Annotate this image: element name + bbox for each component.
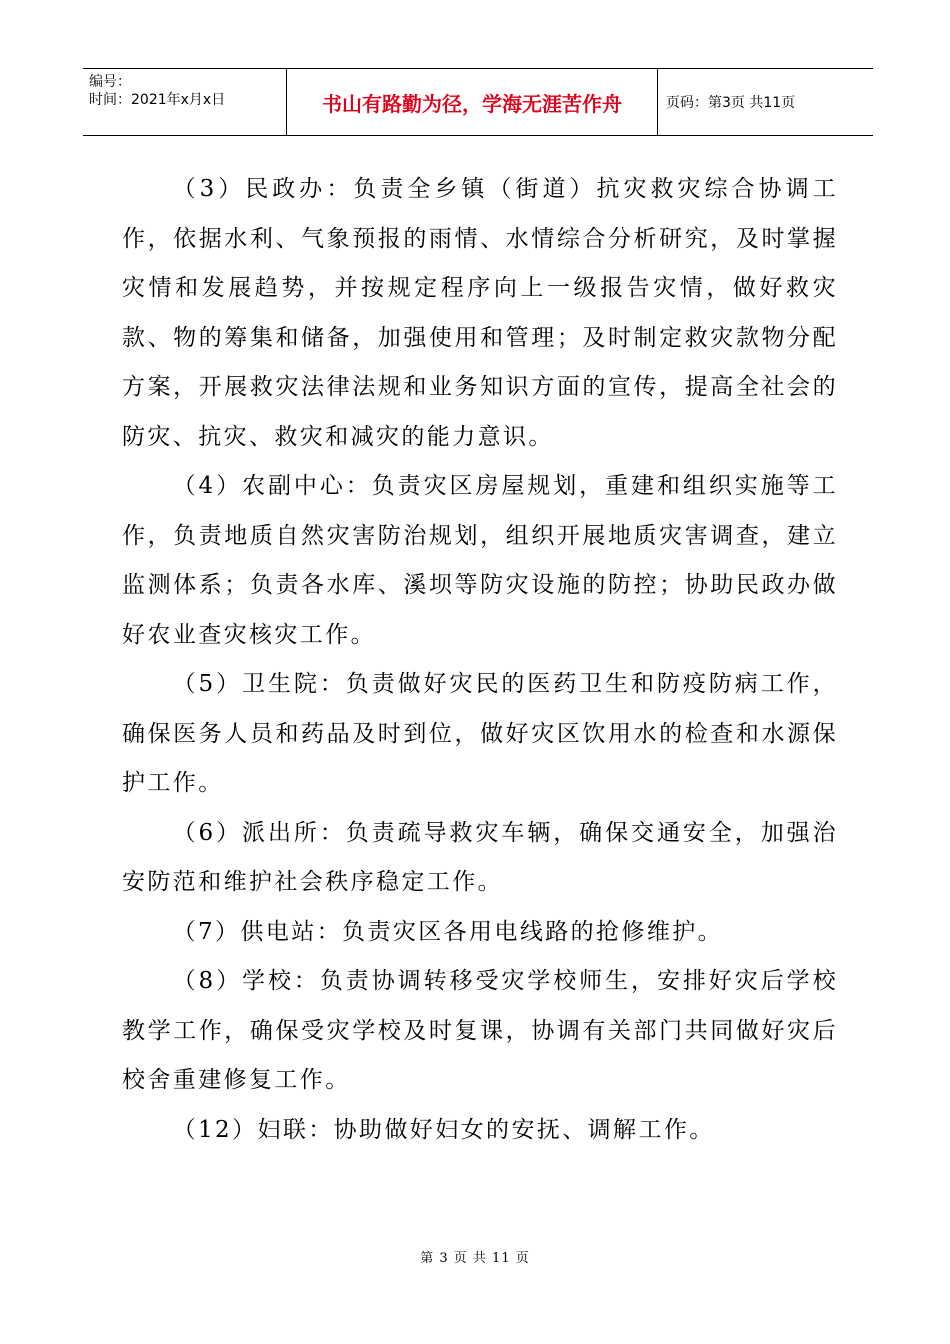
paragraph-civil-affairs: （3）民政办：负责全乡镇（街道）抗灾救灾综合协调工作，依据水利、气象预报的雨情、水情综合分析研究，及时掌握灾情和发展趋势，并按规定程序向上一级报告灾情，做好救灾款、物的筹集和储备，加强使用和管理；及时制定救灾款物分配方案，开展救灾法律法规和业务知识方面的宣传，提高全社会的防灾、抗灾、救灾和减灾的能力意识。: [122, 176, 838, 450]
paragraph-health-center: （5）卫生院：负责做好灾民的医药卫生和防疫防病工作，确保医务人员和药品及时到位，做好灾区饮用水的检查和水源保护工作。: [122, 671, 838, 796]
page-header: [83, 68, 873, 136]
paragraph-police-station: （6）派出所：负责疏导救灾车辆，确保交通安全，加强治安防范和维护社会秩序稳定工作。: [122, 819, 838, 895]
header-meta: [83, 69, 286, 135]
document-number-label: 编号：: [89, 74, 131, 90]
header-page-info: 页码：第3页 共11页: [666, 95, 796, 111]
paragraph-school: （8）学校：负责协调转移受灾学校师生，安排好灾后学校教学工作，确保受灾学校及时复课，协调有关部门共同做好灾后校舍重建修复工作。: [122, 968, 838, 1093]
page-footer: 第 3 页 共 11 页: [420, 1251, 530, 1266]
paragraph-power-station: （7）供电站：负责灾区各用电线路的抢修维护。: [172, 918, 724, 945]
paragraph-agriculture-center: （4）农副中心：负责灾区房屋规划，重建和组织实施等工作，负责地质自然灾害防治规划，组织开展地质灾害调查，建立监测体系；负责各水库、溪坝等防灾设施的防控；协助民政办做好农业查灾核灾工作。: [122, 473, 838, 648]
document-body: [122, 165, 838, 1155]
header-motto: 书山有路勤为径，学海无涯苦作舟: [286, 69, 658, 135]
paragraph-womens-federation: （12）妇联：协助做好妇女的安抚、调解工作。: [172, 1116, 715, 1143]
document-time-label: 时间：2021年x月x日: [89, 92, 226, 108]
